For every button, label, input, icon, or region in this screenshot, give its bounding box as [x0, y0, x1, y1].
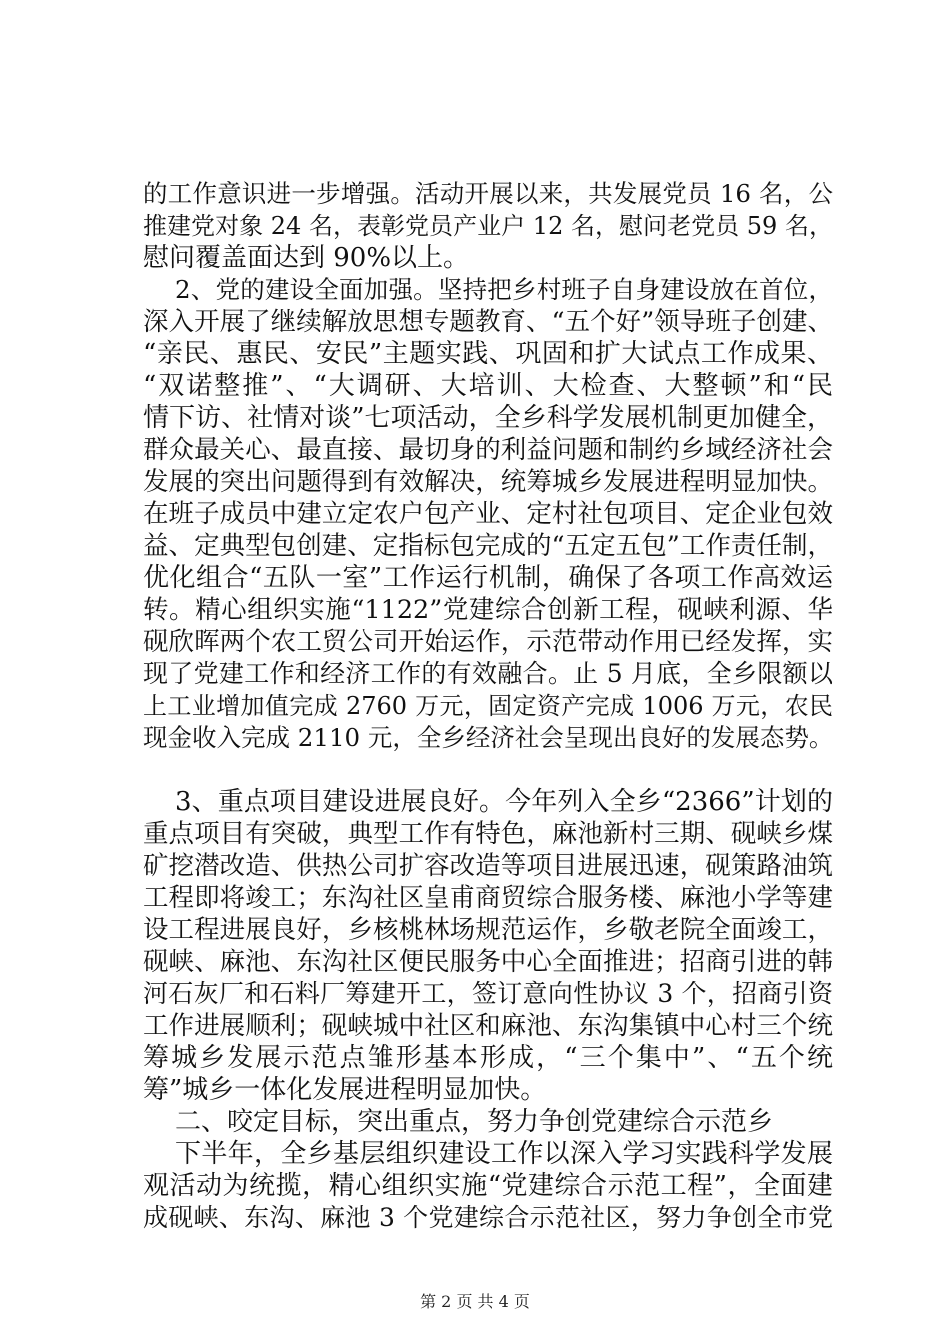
text-line: 矿挖潜改造、供热公司扩容改造等项目进展迅速，砚策路油筑 — [143, 851, 833, 881]
text-line: 工作进展顺利；砚峡城中社区和麻池、东沟集镇中心村三个统 — [143, 1011, 833, 1041]
text-line: 深入开展了继续解放思想专题教育、“五个好”领导班子创建、 — [143, 307, 833, 337]
text-line: 3、重点项目建设进展良好。今年列入全乡“2366”计划的 — [175, 787, 833, 817]
text-line: 慰问覆盖面达到 90%以上。 — [143, 243, 470, 273]
text-line: 群众最关心、最直接、最切身的利益问题和制约乡域经济社会 — [143, 435, 833, 465]
text-line: 筹”城乡一体化发展进程明显加快。 — [143, 1075, 547, 1105]
text-line: 情下访、社情对谈”七项活动，全乡科学发展机制更加健全， — [143, 403, 833, 433]
text-line: 河石灰厂和石料厂筹建开工，签订意向性协议 3 个，招商引资 — [143, 979, 833, 1008]
text-line: 现了党建工作和经济工作的有效融合。止 5 月底，全乡限额以 — [143, 659, 833, 688]
text-line: 下半年，全乡基层组织建设工作以深入学习实践科学发展 — [175, 1139, 833, 1169]
text-line: 设工程进展良好，乡核桃林场规范运作，乡敬老院全面竣工， — [143, 915, 833, 945]
text-line: 优化组合“五队一室”工作运行机制，确保了各项工作高效运 — [143, 563, 833, 593]
text-line: 重点项目有突破，典型工作有特色，麻池新村三期、砚峡乡煤 — [143, 819, 833, 849]
text-line: “亲民、惠民、安民”主题实践、巩固和扩大试点工作成果、 — [143, 339, 833, 369]
text-line: 现金收入完成 2110 元，全乡经济社会呈现出良好的发展态势。 — [143, 723, 833, 752]
text-line: 上工业增加值完成 2760 万元，固定资产完成 1006 万元，农民 — [143, 692, 833, 720]
text-line: 筹城乡发展示范点雏形基本形成，“三个集中”、“五个统 — [143, 1043, 833, 1073]
text-line: 成砚峡、东沟、麻池 3 个党建综合示范社区，努力争创全市党 — [143, 1203, 833, 1232]
text-line: 转。精心组织实施“1122”党建综合创新工程，砚峡利源、华 — [143, 595, 833, 625]
text-line: 在班子成员中建立定农户包产业、定村社包项目、定企业包效 — [143, 499, 833, 529]
text-line: 的工作意识进一步增强。活动开展以来，共发展党员 16 名，公 — [143, 179, 833, 208]
text-line: “双诺整推”、“大调研、大培训、大检查、大整顿”和“民 — [143, 371, 833, 401]
page-number-footer: 第 2 页 共 4 页 — [420, 1292, 530, 1311]
section-heading: 二、咬定目标，突出重点，努力争创党建综合示范乡 — [175, 1107, 774, 1137]
text-line: 发展的突出问题得到有效解决，统筹城乡发展进程明显加快。 — [143, 467, 833, 497]
text-line: 砚峡、麻池、东沟社区便民服务中心全面推进；招商引进的韩 — [143, 947, 833, 977]
text-line: 观活动为统揽，精心组织实施“党建综合示范工程”，全面建 — [143, 1171, 833, 1201]
text-line: 工程即将竣工；东沟社区皇甫商贸综合服务楼、麻池小学等建 — [143, 883, 833, 913]
text-line: 推建党对象 24 名，表彰党员产业户 12 名，慰问老党员 59 名， — [143, 212, 833, 240]
text-line: 2、党的建设全面加强。坚持把乡村班子自身建设放在首位， — [175, 275, 833, 304]
text-line: 砚欣晖两个农工贸公司开始运作，示范带动作用已经发挥，实 — [143, 627, 833, 657]
text-line: 益、定典型包创建、定指标包完成的“五定五包”工作责任制， — [143, 531, 833, 561]
